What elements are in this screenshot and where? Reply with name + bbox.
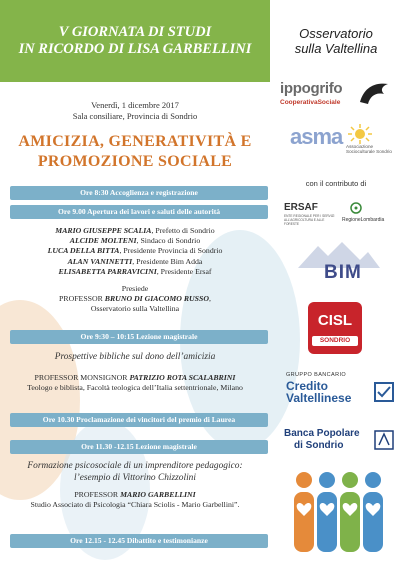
credito-check-icon [374, 382, 394, 402]
credito-valtellinese-logo: GRUPPO BANCARIO Credito Valtellinese [276, 372, 400, 414]
header-title-line1: V GIORNATA DI STUDI [58, 24, 212, 40]
bps-emblem-icon [374, 430, 394, 450]
event-title [0, 132, 270, 172]
talk1-role: Teologo e biblista, Facoltà teologica dell’Italia settentrionale, Milano [27, 382, 243, 392]
talk2-topic-line2: l’esempio di Vittorino Chizzolini [74, 472, 196, 483]
talk1-speaker: PROFESSOR MONSIGNOR PATRIZIO ROTA SCALABRINI [34, 372, 236, 382]
authority-row: MARIO GIUSEPPE SCALIA, Prefetto di Sondrio [55, 226, 215, 235]
banca-popolare-sondrio-logo: Banca Popolare di Sondrio [276, 428, 400, 458]
talk1-topic: Prospettive bibliche sul dono dell’amicizia [54, 352, 216, 362]
talk2-speaker: PROFESSOR MARIO GARBELLINI [74, 490, 196, 499]
event-place: Sala consiliare, Provincia di Sondrio [72, 111, 198, 121]
authorities-list [0, 226, 270, 277]
authority-row: ALAN VANINETTI, Presidente Bim Adda [67, 256, 203, 266]
talk2-role: Studio Associato di Psicologia “Chiara Sciolis - Mario Garbellini”. [30, 500, 240, 510]
schedule-bar-registration: Ore 8:30 Accoglienza e registrazione [10, 186, 268, 200]
authority-row: LUCA DELLA BITTA, Presidente Provincia di Sondrio [47, 246, 223, 256]
contributo-label: con il contributo di [305, 179, 367, 188]
presiede-label: Presiede [121, 284, 149, 293]
schedule-bar-award: Ore 10.30 Proclamazione dei vincitori del premio di Laurea [10, 413, 268, 427]
event-title-line2: PROMOZIONE SOCIALE [37, 153, 233, 170]
event-title-line1: AMICIZIA, GENERATIVITÀ E [18, 133, 252, 150]
authority-row: ALCIDE MOLTENI, Sindaco di Sondrio [69, 236, 201, 246]
presiede-role: Osservatorio sulla Valtellina [90, 304, 180, 314]
people-hearts-icon [286, 470, 386, 556]
ersaf-regione-logo: ERSAF ENTE REGIONALE PER I SERVIZI ALL'AGRICOLTURA E ALLE FORESTE RegioneLombardia [284, 202, 385, 226]
cisl-logo: CISL SONDRIO [308, 302, 362, 354]
schedule-bar-debate: Ore 12.15 - 12.45 Dibattito e testimonianze [10, 534, 268, 548]
presiede-block [0, 284, 270, 315]
event-date-place [0, 100, 270, 122]
bim-logo: BIM [294, 240, 384, 288]
regione-rose-icon [350, 202, 362, 214]
ippogrifo-logo: ippogrifo CooperativaSociale [280, 78, 398, 110]
sponsors-column [272, 0, 400, 565]
event-date: Venerdì, 1 dicembre 2017 [91, 100, 179, 110]
talk2-topic-line1: Formazione psicosociale di un imprenditore pedagogico: [27, 461, 243, 471]
header-title-line2: IN RICORDO DI LISA GARBELLINI [18, 41, 252, 57]
schedule-bar-lecture1: Ore 9:30 – 10:15 Lezione magistrale [10, 330, 268, 344]
schedule-bar-lecture2: Ore 11.30 -12.15 Lezione magistrale [10, 440, 268, 454]
header-title [0, 24, 270, 58]
schedule-bar-opening: Ore 9.00 Apertura dei lavori e saluti delle autorità [10, 205, 268, 219]
talk2-block [0, 461, 270, 510]
observatorio-logo: Osservatorio sulla Valtellina [294, 26, 378, 56]
asma-logo: asma Associazione Socioculturale Sondrio [290, 124, 392, 154]
talk1-block [0, 352, 270, 393]
horse-icon [358, 78, 390, 106]
authority-row: ELISABETTA PARRAVICINI, Presidente Ersaf [58, 266, 212, 276]
sun-icon [348, 124, 372, 144]
presiede-person: PROFESSOR BRUNO DI GIACOMO RUSSO, [59, 294, 211, 304]
